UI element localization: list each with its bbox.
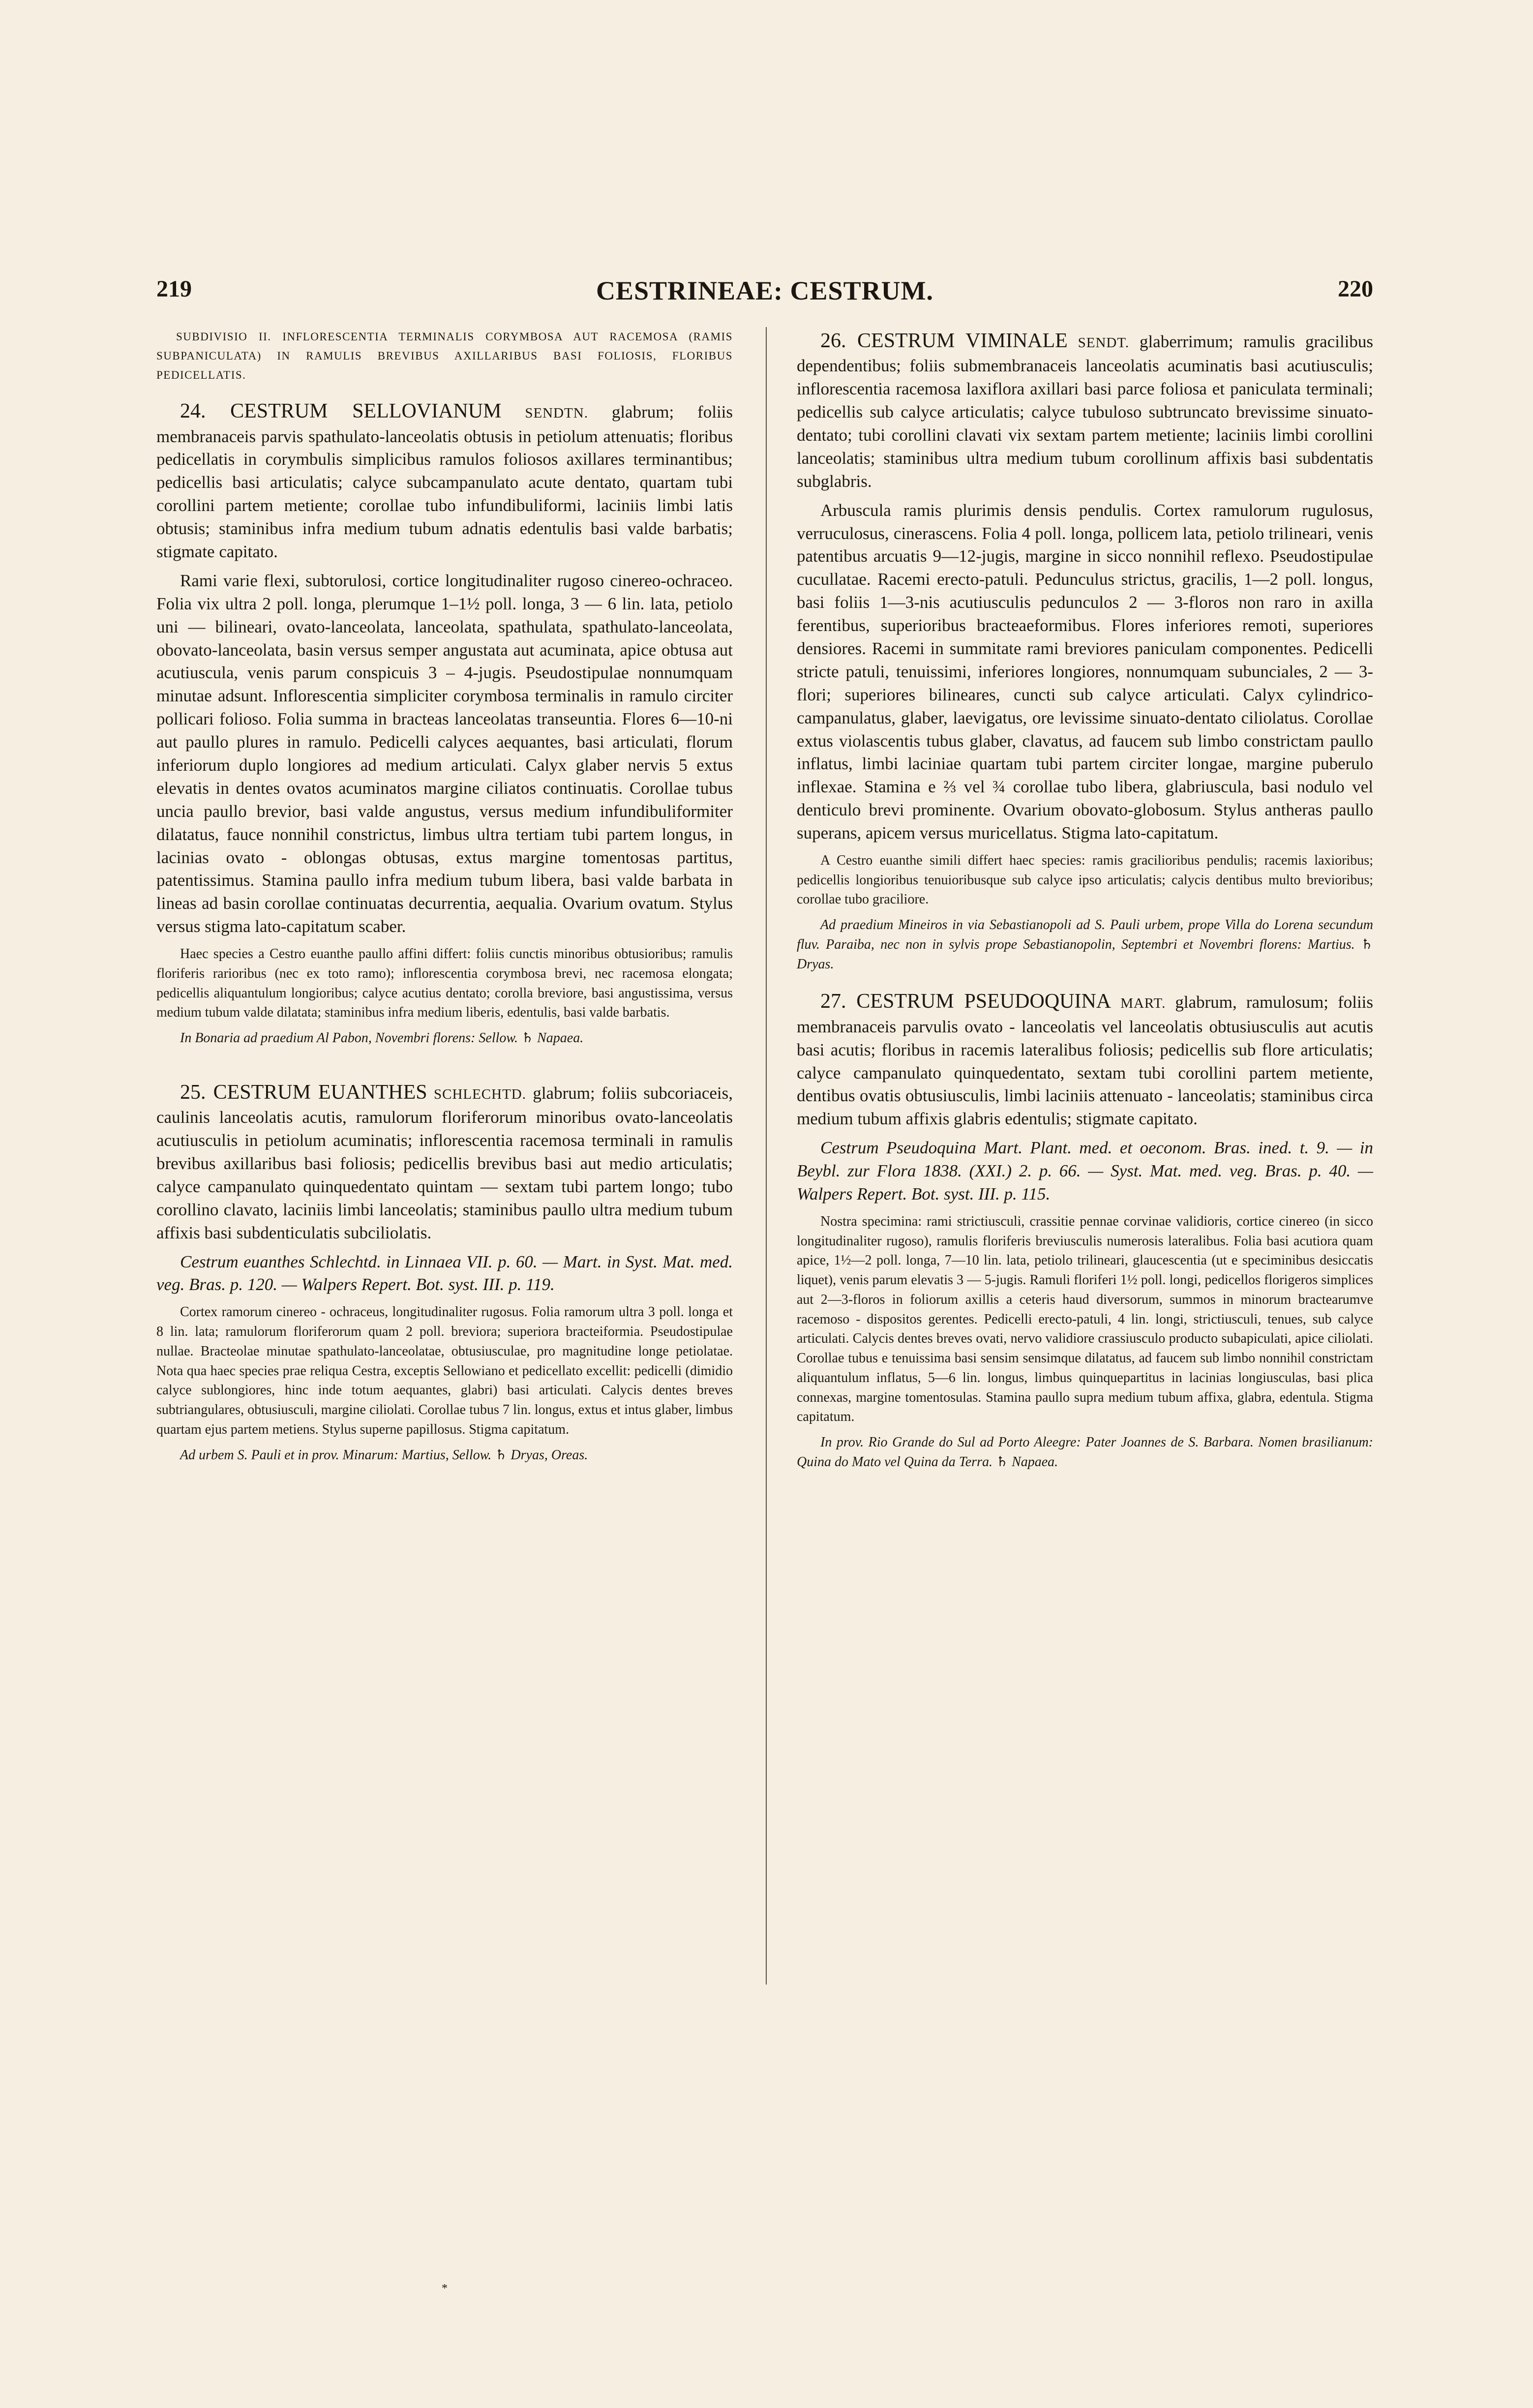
species-26-diagnosis-text: glaberrimum; ramulis gracilibus dependentibus; foliis submembranaceis lanceolatis acuminatis basi acutiusculis; inflorescentia racemosa laxiflora axillari basi parce foliosa et paniculata terminali; pedicellis sub calyce articulatis; calyce tubuloso subtruncato brevissime sinuato-dentato; tubi corollini clavati vix sextam partem metiente; laciniis limbi corollini lanceolatis; staminibus ultra medium tubum corollinum affixis basi subdentatis subglabris. bbox=[797, 332, 1374, 491]
species-26-description: Arbuscula ramis plurimis densis pendulis. Cortex ramulorum rugulosus, verruculosus, cinerascens. Folia 4 poll. longa, pollicem lata, petiolo trilineari, venis patentibus arcuatis 9—12-jugis, margine in sicco nonnihil reflexo. Pseudostipulae cucullatae. Racemi erecto-patuli. Pedunculus strictus, gracilis, 1—2 poll. longus, basi foliis 1—3-nis acutiusculis pedunculos 2 — 3-floros non raro in axilla ferentibus, superioribus bracteaeformibus. Flores inferiores remoti, superiores densiores. Racemi in summitate rami breviores paniculam componentes. Pedicelli stricte patuli, tenuissimi, inferiores longiores, nonnumquam subunciales, 2 — 3-flori; superiores bilineares, cuncti sub calyce articulati. Calyx cylindrico-campanulatus, glaber, laevigatus, ore levissime sinuato-dentato ciliolatus. Corollae extus violascentis tubus glaber, clavatus, ad faucem sub limbo constrictam paullo inflatus, limbi laciniae quartam tubi partem circiter longae, margine puberulo inflexae. Stamina e ⅔ vel ¾ corollae tubo libera, glabriuscula, basi nodulo vel denticulo brevi prominente. Ovarium obovato-globosum. Stylus antheras paullo superans, apicem versus muricellatus. Stigma lato-capitatum. bbox=[797, 500, 1373, 843]
species-25-name: 25. CESTRUM EUANTHES bbox=[180, 1081, 427, 1104]
right-column bbox=[797, 327, 1373, 1486]
species-24-name: 24. CESTRUM SELLOVIANUM bbox=[180, 400, 502, 423]
species-25-description: Cortex ramorum cinereo - ochraceus, longitudinaliter rugosus. Folia ramorum ultra 3 poll. longa et 8 lin. lata; ramulorum floriferorum quam 2 poll. breviora; superiora bracteiformia. Pseudostipulae nullae. Bracteolae minutae spathulato-lanceolatae, obtusiusculae, pro magnitudine longe petiolatae. Nota qua haec species prae reliqua Cestra, exceptis Sellowiano et pedicellato excellit: pedicelli (dimidio calyce sublongiores, hinc inde totum aequantes, glabri) basi articulati. Calycis dentes breves subtriangulares, obtusiusculi, margine ciliolati. Corollae tubus 7 lin. longus, extus et intus glaber, limbus quartam ejus partem metiens. Stylus superne papillosus. Stigma capitatum. bbox=[156, 1304, 733, 1437]
species-26-name: 26. CESTRUM VIMINALE bbox=[820, 330, 1068, 352]
species-24-author: SENDTN. bbox=[525, 405, 588, 421]
running-header bbox=[156, 275, 1373, 315]
species-24-note: Haec species a Cestro euanthe paullo affini differt: foliis cunctis minoribus obtusioribus; ramulis floriferis rarioribus (nec ex toto ramo); inflorescentia corymbosa brevi, nec racemosa elongata; pedicellis aliquantulum longioribus; calyce acutius dentato; corolla breviore, basi angustissima, versus medium tubum valde dilatata; staminibus infra medium liberis, edentulis, basi valde barbatis. bbox=[156, 946, 733, 1021]
species-27-author: MART. bbox=[1120, 995, 1166, 1012]
species-24-diagnosis-text: glabrum; foliis membranaceis parvis spathulato-lanceolatis obtusis in petiolum attenuatis; floribus pedicellatis in corymbulis simplicibus ramulos foliosos axillares terminantibus; pedicellis basi articulatis; calyce subcampanulato acute dentato, quartam tubi corollini partem metiente; corollae tubo infundibuliformi, laciniis limbi latis obtusis; staminibus infra medium tubum adnatis edentulis basi valde barbatis; stigmate capitato. bbox=[156, 402, 733, 561]
species-25-diagnosis bbox=[156, 1079, 733, 1245]
species-27-diagnosis bbox=[797, 988, 1373, 1131]
species-26-locality: Ad praedium Mineiros in via Sebastianopoli ad S. Pauli urbem, prope Villa do Lorena secundum fluv. Paraiba, nec non in sylvis prope Sebastianopolin, Septembri et Novembri florens: Martius. ♄ Dryas. bbox=[797, 917, 1373, 972]
species-24-locality: In Bonaria ad praedium Al Pabon, Novembri florens: Sellow. ♄ Napaea. bbox=[180, 1030, 584, 1046]
species-26-note: A Cestro euanthe simili differt haec species: ramis gracilioribus pendulis; racemis laxioribus; pedicellis longioribus tenuioribusque sub calyce ipso articulatis; calycis dentibus multo brevioribus; corollae tubo graciliore. bbox=[797, 852, 1373, 907]
column-divider bbox=[766, 327, 767, 1985]
species-26-author: SENDT. bbox=[1078, 335, 1130, 351]
left-column bbox=[156, 327, 733, 1478]
page-number-left: 219 bbox=[156, 276, 192, 302]
species-27-diagnosis-text: glabrum, ramulosum; foliis membranaceis parvulis ovato - lanceolatis vel lanceolatis obtusiusculis aut acutis basi acutis; floribus in racemis lateralibus foliosis; pedicellis sub flore articulatis; calyce campanulato quinquedentato, sextam tubi corollini partem metiente, dentibus ovatis obtusiusculis, limbi laciniis attenuato - lanceolatis; staminibus circa medium tubum affixis glabris edentulis; stigmate capitato. bbox=[797, 993, 1374, 1129]
running-head: CESTRINEAE: CESTRUM. bbox=[596, 276, 934, 305]
subdivision-heading: SUBDIVISIO II. INFLORESCENTIA TERMINALIS CORYMBOSA AUT RACEMOSA (RAMIS SUBPANICULATA) IN RAMULIS BREVIBUS AXILLARIBUS BASI FOLIOSIS, FLORIBUS PEDICELLATIS. bbox=[156, 331, 733, 382]
species-24-description: Rami varie flexi, subtorulosi, cortice longitudinaliter rugoso cinereo-ochraceo. Folia vix ultra 2 poll. longa, plerumque 1–1½ poll. longa, 3 — 6 lin. lata, petiolo uni — bilineari, ovato-lanceolata, lanceolata, spathulata, spathulato-lanceolata, obovato-lanceolata, basin versus semper angustata aut acuminata, apice obtusa aut acutiuscula, venis parum conspicuis 3 – 4-jugis. Pseudostipulae nonnumquam minutae adsunt. Inflorescentia simpliciter corymbosa terminalis in ramulo circiter pollicari folioso. Folia summa in bracteas lanceolatas transeuntia. Flores 6—10-ni aut paullo plures in ramulo. Pedicelli calyces aequantes, basi articulati, florum inferiorum duplo longiores ad medium articulati. Calyx glaber nervis 5 extus elevatis in dentes ovatos acuminatos margine ciliatos continuatis. Corollae tubus uncia paullo brevior, basi valde angustus, versus medium infundibuliformiter dilatatus, fauce nonnihil constrictus, limbus ultra tertiam tubi partem longus, in lacinias ovato - oblongas obtusas, extus margine tomentosas partitus, patentissimus. Stamina paullo infra medium tubum libera, basi valde barbata in lineas ad basin corollae continuatas decurrentia, aequalia. Ovarium ovatum. Stylus versus stigma lato-capitatum scaber. bbox=[156, 571, 733, 936]
species-26-diagnosis bbox=[797, 327, 1373, 493]
species-27-citation: Cestrum Pseudoquina Mart. Plant. med. et oeconom. Bras. ined. t. 9. — in Beybl. zur Flora 1838. (XXI.) 2. p. 66. — Syst. Mat. med. veg. Bras. p. 40. — Walpers Repert. Bot. syst. III. p. 115. bbox=[797, 1138, 1373, 1204]
species-25-diagnosis-text: glabrum; foliis subcoriaceis, caulinis lanceolatis acutis, ramulorum floriferorum minoribus ovato-lanceolatis acutiusculis in petiolum acuminatis; inflorescentia racemosa terminali in ramulis brevibus axillaribus basi foliosis; pedicellis brevibus basi aut medio articulatis; calyce campanulato quinquedentato quintam — sextam tubi partem longo; tubo corollino clavato, laciniis limbi lanceolatis; staminibus paullo ultra medium tubum affixis basi subdenticulatis subciliolatis. bbox=[156, 1083, 733, 1242]
species-27-locality: In prov. Rio Grande do Sul ad Porto Aleegre: Pater Joannes de S. Barbara. Nomen brasilianum: Quina do Mato vel Quina da Terra. ♄ Napaea. bbox=[797, 1435, 1373, 1470]
species-25-citation: Cestrum euanthes Schlechtd. in Linnaea VII. p. 60. — Mart. in Syst. Mat. med. veg. Bras. p. 120. — Walpers Repert. Bot. syst. III. p. 119. bbox=[156, 1252, 733, 1294]
footer-mark: * bbox=[442, 2282, 448, 2295]
species-27-name: 27. CESTRUM PSEUDOQUINA bbox=[820, 990, 1112, 1013]
species-24-diagnosis bbox=[156, 397, 733, 564]
species-27-description: Nostra specimina: rami strictiusculi, crassitie pennae corvinae validioris, cortice cinereo (in sicco longitudinaliter rugoso), ramulis floriferis breviusculis numerosis lateralibus. Folia basi acutiora quam apice, 1½—2 poll. longa, 7—10 lin. lata, petiolo trilineari, glaucescentia (ut e speciminibus desiccatis liquet), venis parum elevatis 3 — 5-jugis. Ramuli floriferi 1½ poll. longi, pedicellos florigeros simplices aut 2—3-floros in foliorum axillis a ceteris haud diversorum, summos in minorum bractearumve racemoso - dispositos gerentes. Pedicelli erecto-patuli, 4 lin. longi, strictiusculi, tenues, sub calyce articulati. Calycis dentes breves ovati, nervo validiore crassiusculo producto subapiculati, apice ciliolati. Corollae tubus e tenuissima basi sensim sensimque dilatatus, ad faucem sub limbo nonnihil constrictam aliquantulum inflatus, 5—6 lin. longus, limbus quinquepartitus in lacinias longiusculas, basi plica connexas, margine tomentosulas. Stamina paullo supra medium tubum affixa, glabra, edentula. Stigma capitatum. bbox=[797, 1213, 1373, 1425]
species-25-author: SCHLECHTD. bbox=[433, 1086, 527, 1102]
species-25-locality: Ad urbem S. Pauli et in prov. Minarum: Martius, Sellow. ♄ Dryas, Oreas. bbox=[180, 1447, 588, 1463]
page-number-right: 220 bbox=[1338, 276, 1373, 302]
